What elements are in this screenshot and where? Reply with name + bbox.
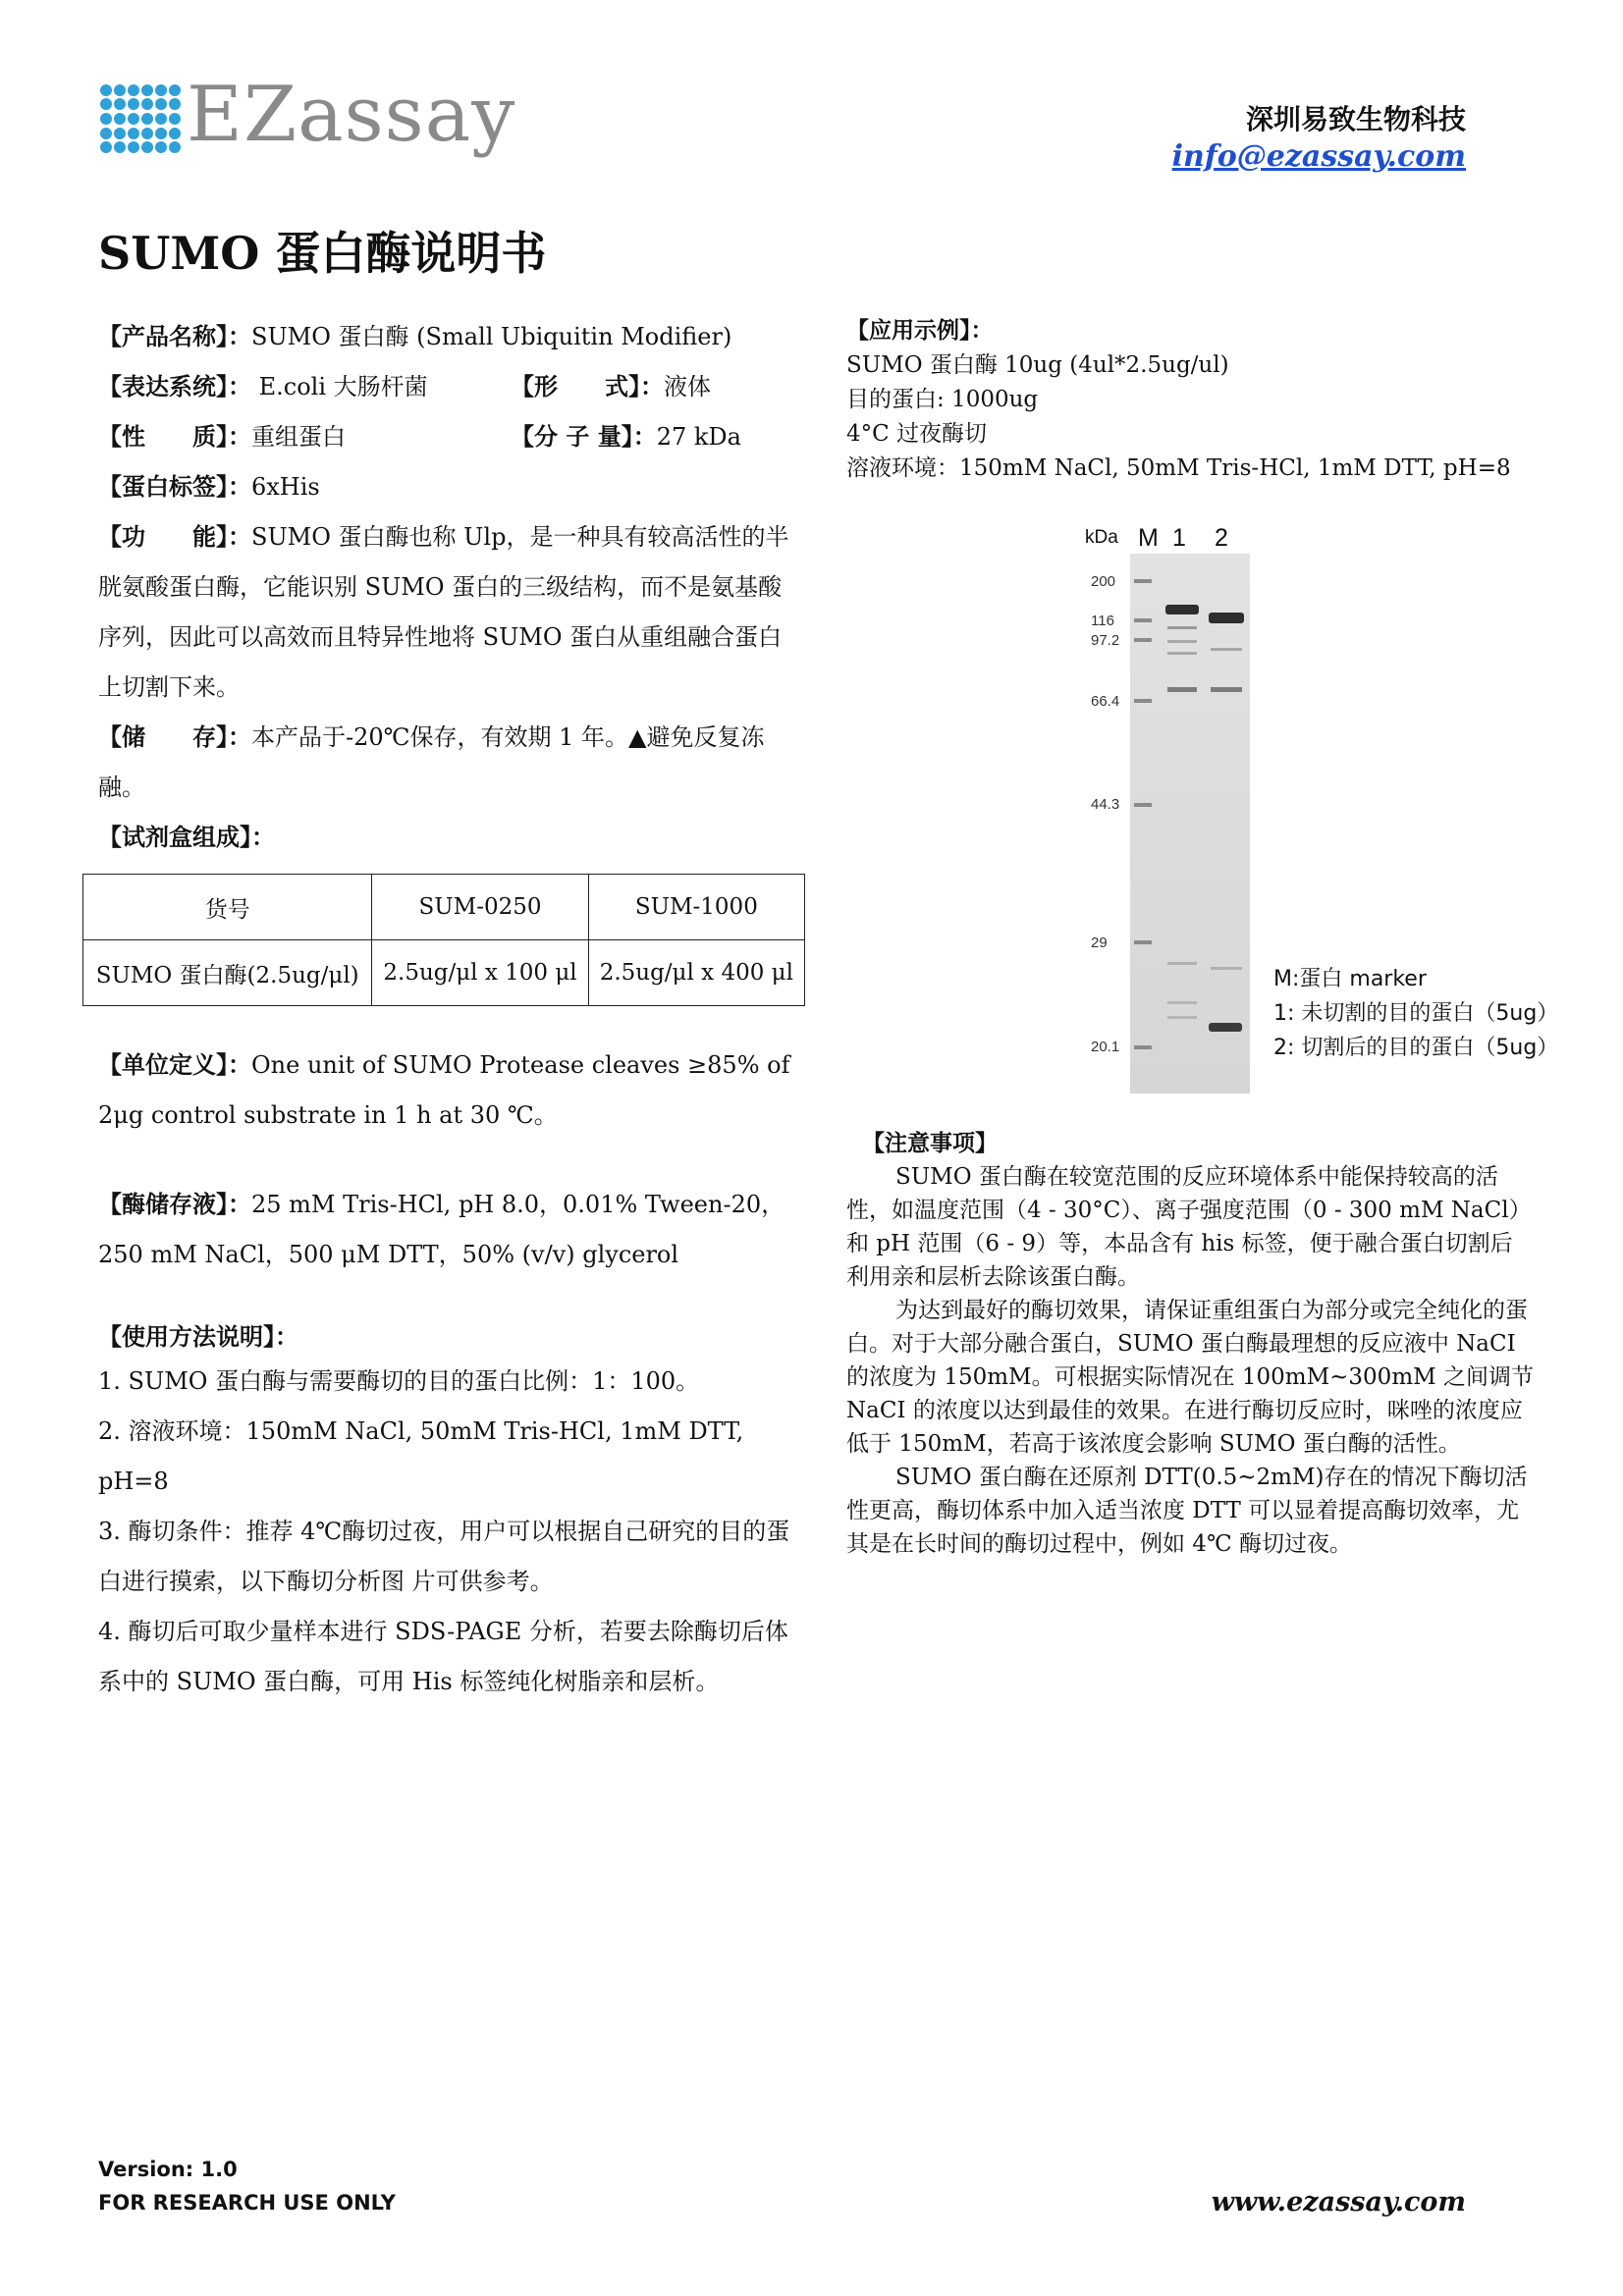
gel-band [1134, 1045, 1152, 1049]
unit-definition [98, 1041, 805, 1141]
product-name-value: SUMO 蛋白酶 (Small Ubiquitin Modifier) [251, 323, 732, 350]
footer-research-notice: FOR RESEARCH USE ONLY [98, 2191, 396, 2215]
expression-label: 【表达系统】： [98, 373, 251, 400]
gel-background [1130, 554, 1250, 1094]
unit-text: One unit of SUMO Protease cleaves ≥85% of 2μg control substrate in 1 h at 30 ℃。 [98, 1051, 790, 1129]
logo-dots-icon [98, 82, 185, 155]
table-cell: 2.5ug/μl x 400 μl [588, 940, 804, 1006]
gel-lane-label-1: 1 [1172, 524, 1186, 552]
nature-value: 重组蛋白 [251, 423, 346, 451]
gel-legend-item: M:蛋白 marker [1273, 967, 1427, 991]
brand-logo [98, 71, 516, 165]
storage-paragraph [98, 713, 805, 813]
gel-marker-label: 20.1 [1091, 1039, 1120, 1055]
gel-band [1165, 605, 1199, 614]
gel-marker-label: 97.2 [1091, 632, 1120, 649]
function-text: SUMO 蛋白酶也称 Ulp，是一种具有较高活性的半胱氨酸蛋白酶，它能识别 SUMO 蛋白的三级结构，而不是氨基酸序列，因此可以高效而且特异性地将 SUMO 蛋白从重组融合蛋白上切割下来。 [98, 523, 789, 701]
function-paragraph [98, 512, 805, 713]
notes-paragraph: SUMO 蛋白酶在还原剂 DTT(0.5~2mM)存在的情况下酶切活性更高，酶切体系中加入适当浓度 DTT 可以显着提高酶切效率，尤其是在长时间的酶切过程中，例如 4℃ 酶切过夜。 [846, 1465, 1528, 1557]
gel-band [1167, 962, 1197, 965]
nature-label: 【性 质】： [98, 423, 251, 451]
gel-marker-label: 116 [1091, 613, 1114, 629]
gel-legend-item: 1: 未切割的目的蛋白（5ug） [1273, 1001, 1559, 1026]
gel-band [1209, 1023, 1242, 1032]
gel-band [1167, 640, 1197, 643]
mw-label: 【分 子 量】： [511, 423, 657, 451]
gel-band [1209, 613, 1244, 623]
gel-band [1134, 579, 1152, 583]
kit-composition-label: 【试剂盒组成】： [98, 824, 275, 851]
notes-label: 【注意事项】 [862, 1131, 998, 1156]
example-label: 【应用示例】： [846, 318, 994, 344]
usage-item: 3. 酶切条件：推荐 4℃酶切过夜，用户可以根据自己研究的目的蛋白进行摸索，以下酶切分析图 片可供参考。 [98, 1518, 790, 1595]
left-column-lower [98, 1041, 805, 1707]
gel-band [1211, 967, 1242, 970]
example-line: SUMO 蛋白酶 10ug (4ul*2.5ug/ul) [846, 352, 1229, 378]
nature-row [98, 412, 805, 462]
expression-row [98, 362, 805, 412]
table-header-cell: 货号 [83, 875, 372, 940]
gel-band [1167, 1001, 1197, 1004]
gel-band [1167, 687, 1197, 692]
example-line: 溶液环境：150mM NaCl, 50mM Tris-HCl, 1mM DTT, pH=8 [846, 455, 1511, 481]
gel-band [1167, 1016, 1197, 1019]
gel-band [1134, 618, 1152, 622]
table-cell: SUMO 蛋白酶(2.5ug/μl) [83, 940, 372, 1006]
tag-value: 6xHis [251, 473, 320, 501]
storage-text: 本产品于-20℃保存，有效期 1 年。▲避免反复冻融。 [98, 723, 765, 801]
company-name: 深圳易致生物科技 [1245, 103, 1466, 135]
gel-band [1211, 687, 1242, 692]
storage-buffer [98, 1180, 805, 1280]
gel-marker-label: 66.4 [1091, 693, 1120, 710]
storage-label: 【储 存】： [98, 723, 251, 751]
table-header-row [83, 875, 805, 940]
gel-lane-label-2: 2 [1215, 524, 1228, 552]
example-line: 目的蛋白: 1000ug [846, 387, 1039, 412]
usage-label: 【使用方法说明】： [98, 1323, 298, 1351]
gel-band [1134, 638, 1152, 642]
usage-item: 4. 酶切后可取少量样本进行 SDS-PAGE 分析，若要去除酶切后体系中的 SUMO 蛋白酶，可用 His 标签纯化树脂亲和层析。 [98, 1618, 788, 1695]
gel-band [1134, 803, 1152, 807]
gel-kda-label: kDa [1085, 527, 1118, 548]
gel-band [1167, 652, 1197, 655]
email-link[interactable]: info@ezassay.com [1171, 139, 1466, 174]
form-label: 【形 式】： [511, 373, 664, 400]
logo-wordmark: EZassay [187, 71, 516, 159]
notes-section [846, 1127, 1534, 1561]
gel-band [1134, 940, 1152, 944]
buffer-label: 【酶储存液】： [98, 1191, 251, 1218]
application-example [846, 314, 1534, 486]
table-row [83, 940, 805, 1006]
buffer-text: 25 mM Tris-HCl, pH 8.0，0.01% Tween-20，250 mM NaCl，500 μM DTT，50% (v/v) glycerol [98, 1191, 785, 1268]
tag-row [98, 462, 805, 512]
product-name-row [98, 312, 805, 362]
kit-table [82, 874, 805, 1006]
footer-version: Version: 1.0 [98, 2158, 238, 2181]
gel-marker-label: 200 [1091, 573, 1116, 590]
gel-legend-item: 2: 切割后的目的蛋白（5ug） [1273, 1036, 1559, 1060]
gel-marker-label: 29 [1091, 934, 1108, 951]
gel-marker-label: 44.3 [1091, 796, 1120, 813]
table-header-cell: SUM-1000 [588, 875, 804, 940]
mw-value: 27 kDa [656, 423, 741, 451]
gel-band [1134, 699, 1152, 703]
gel-legend [1273, 962, 1558, 1065]
form-value: 液体 [664, 373, 711, 400]
expression-value: E.coli 大肠杆菌 [258, 373, 428, 400]
left-column [98, 312, 805, 863]
unit-label: 【单位定义】： [98, 1051, 251, 1079]
notes-paragraph: 为达到最好的酶切效果，请保证重组蛋白为部分或完全纯化的蛋白。对于大部分融合蛋白，SUMO 蛋白酶最理想的反应液中 NaCI 的浓度为 150mM。可根据实际情况在 100mM~300mM 之间调节 NaCI 的浓度以达到最佳的效果。在进行酶切反应时，咪唑的浓度应低于 150mM，若高于该浓度会影响 SUMO 蛋白酶的活性。 [846, 1298, 1534, 1457]
gel-band [1167, 626, 1197, 629]
table-cell: 2.5ug/μl x 100 μl [372, 940, 588, 1006]
notes-paragraph: SUMO 蛋白酶在较宽范围的反应环境体系中能保持较高的活性，如温度范围（4 - 30°C）、离子强度范围（0 - 300 mM NaCl）和 pH 范围（6 - 9）等，本品含有 his 标签，便于融合蛋白切割后利用亲和层析去除该蛋白酶。 [846, 1164, 1532, 1290]
function-label: 【功 能】： [98, 523, 251, 551]
usage-item: 2. 溶液环境：150mM NaCl, 50mM Tris-HCl, 1mM DTT, pH=8 [98, 1417, 744, 1495]
example-line: 4°C 过夜酶切 [846, 421, 988, 447]
usage-item: 1. SUMO 蛋白酶与需要酶切的目的蛋白比例：1：100。 [98, 1367, 700, 1395]
gel-band [1211, 648, 1242, 651]
tag-label: 【蛋白标签】： [98, 473, 251, 501]
table-header-cell: SUM-0250 [372, 875, 588, 940]
gel-lane-label-m: M [1138, 524, 1159, 552]
footer-website-link[interactable]: www.ezassay.com [1211, 2187, 1466, 2217]
page-title: SUMO 蛋白酶说明书 [98, 227, 547, 280]
product-name-label: 【产品名称】： [98, 323, 251, 350]
